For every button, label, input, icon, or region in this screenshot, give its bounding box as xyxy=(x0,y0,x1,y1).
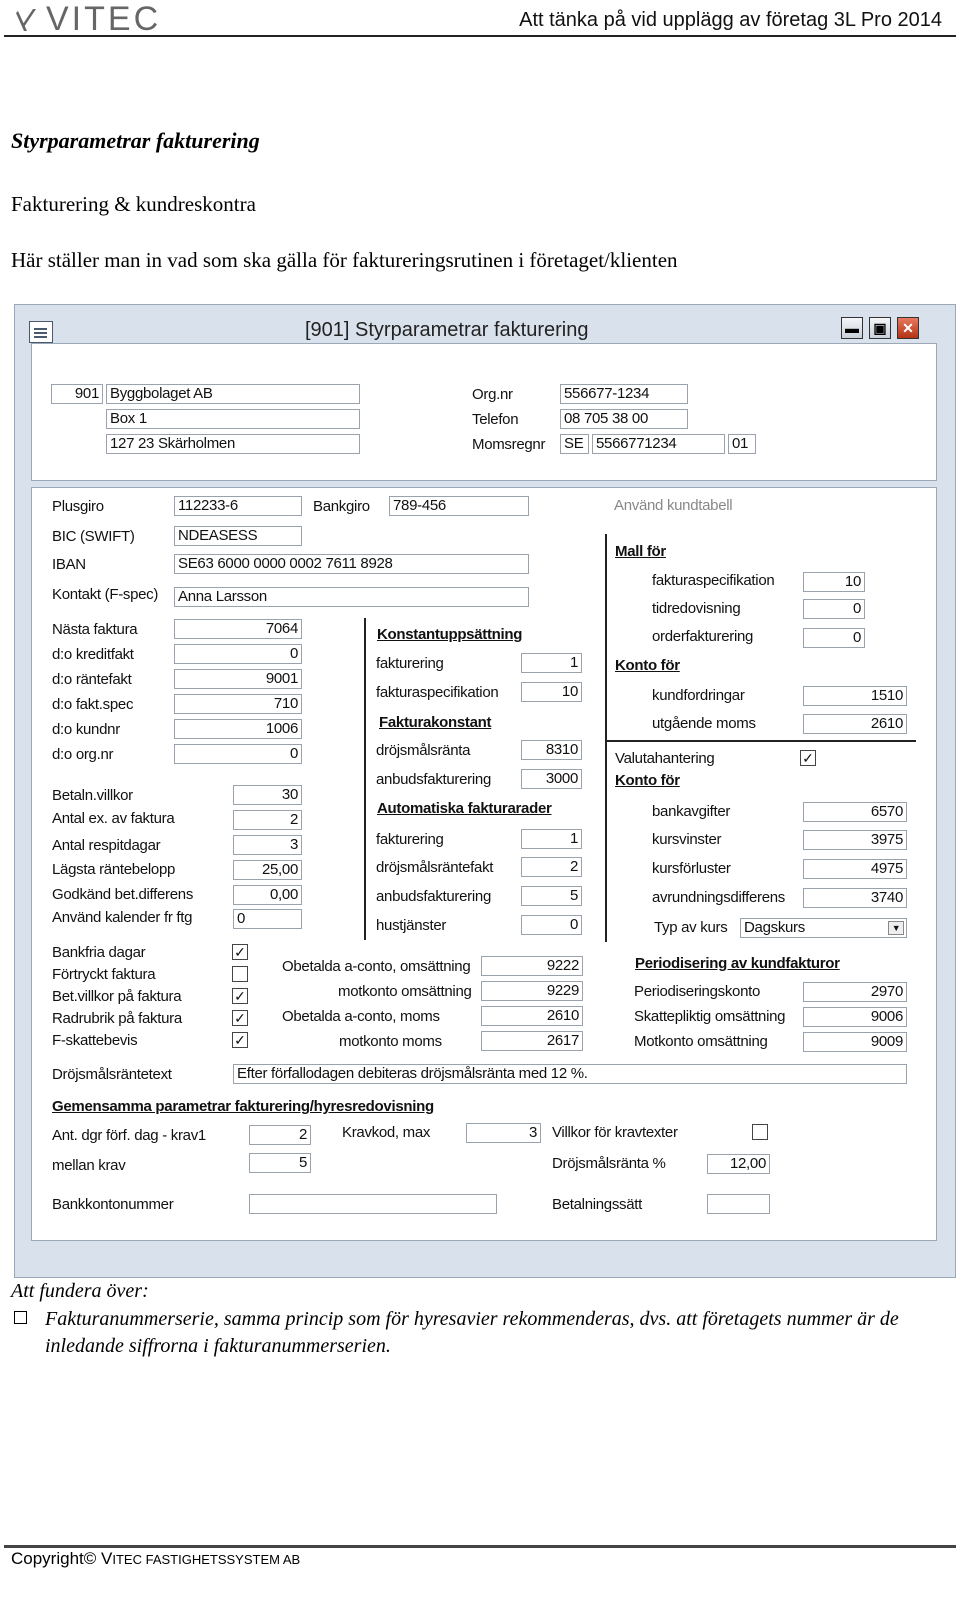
radrubrik-label: Radrubrik på faktura xyxy=(52,1010,182,1027)
company-address-field[interactable]: Box 1 xyxy=(106,409,360,429)
kundfordringar-label: kundfordringar xyxy=(652,687,745,704)
villkor-kravtexter-label: Villkor för kravtexter xyxy=(552,1124,678,1141)
mall-order-field[interactable]: 0 xyxy=(803,628,865,648)
orgnr-label: Org.nr xyxy=(472,386,513,403)
nasta-faktura-field[interactable]: 7064 xyxy=(174,619,302,639)
auto-anbud-field[interactable]: 5 xyxy=(521,886,582,906)
konstant-spec-field[interactable]: 10 xyxy=(521,682,582,702)
obetalda-oms-label: Obetalda a-conto, omsättning xyxy=(282,958,471,975)
footer-company-initial: V xyxy=(101,1549,113,1568)
periodiseringskonto-field[interactable]: 2970 xyxy=(803,982,907,1002)
intro-text: Här ställer man in vad som ska gälla för faktureringsrutinen i företaget/klienten xyxy=(11,248,678,272)
konto-heading: Konto för xyxy=(615,657,680,674)
document-title: Att tänka på vid upplägg av företag 3L Pro 2014 xyxy=(519,9,942,31)
ant-dgr-label: Ant. dgr förf. dag - krav1 xyxy=(52,1127,206,1144)
drojs-procent-label: Dröjsmålsränta % xyxy=(552,1155,666,1172)
rantebelopp-field[interactable]: 25,00 xyxy=(233,860,302,880)
right-separator xyxy=(606,740,916,742)
iban-field[interactable]: SE63 6000 0000 0002 7611 8928 xyxy=(174,554,529,574)
fortryckt-label: Förtryckt faktura xyxy=(52,966,156,983)
skattepliktig-field[interactable]: 9006 xyxy=(803,1007,907,1027)
typ-kurs-value: Dagskurs xyxy=(744,919,805,936)
rantefakt-label: d:o räntefakt xyxy=(52,671,132,688)
avrundning-label: avrundningsdifferens xyxy=(652,889,785,906)
skattepliktig-label: Skattepliktig omsättning xyxy=(634,1008,786,1025)
iban-label: IBAN xyxy=(52,556,86,573)
konto2-heading: Konto för xyxy=(615,772,680,789)
copyright-text: Copyright© xyxy=(11,1549,97,1568)
subtitle: Fakturering & kundreskontra xyxy=(11,192,256,216)
anbud-label: anbudsfakturering xyxy=(376,771,491,788)
momsregnr-country-field[interactable]: SE xyxy=(560,434,589,454)
periodiseringskonto-label: Periodiseringskonto xyxy=(634,983,761,1000)
right-divider xyxy=(605,534,607,942)
avrundning-field[interactable]: 3740 xyxy=(803,888,907,908)
kundnr-label: d:o kundnr xyxy=(52,721,120,738)
utgaende-moms-label: utgående moms xyxy=(652,715,756,732)
betvillkor-label: Bet.villkor på faktura xyxy=(52,988,182,1005)
respitdagar-field[interactable]: 3 xyxy=(233,835,302,855)
close-button[interactable]: ✕ xyxy=(897,317,919,339)
betalningssatt-label: Betalningssätt xyxy=(552,1196,643,1213)
plusgiro-field[interactable]: 112233-6 xyxy=(174,496,302,516)
nasta-faktura-label: Nästa faktura xyxy=(52,621,138,638)
kursvinster-field[interactable]: 3975 xyxy=(803,830,907,850)
drojsmalsranta-label: dröjsmålsränta xyxy=(376,742,471,759)
orgnr-field[interactable]: 556677-1234 xyxy=(560,384,688,404)
drojs-procent-field[interactable]: 12,00 xyxy=(707,1154,770,1174)
notes-bullet-text: Fakturanummerserie, samma princip som för hyresavier rekommenderas, dvs. att företagets nummer är de inledande siffrorna i fakturanummerserien. xyxy=(45,1308,899,1357)
anvand-kundtabell-label: Använd kundtabell xyxy=(614,497,733,514)
betalningssatt-field[interactable] xyxy=(707,1194,770,1214)
villkor-kravtexter-checkbox[interactable] xyxy=(752,1124,768,1140)
kreditfakt-field[interactable]: 0 xyxy=(174,644,302,664)
company-postal-field[interactable]: 127 23 Skärholmen xyxy=(106,434,360,454)
window-menu-icon[interactable] xyxy=(29,321,53,343)
main-panel xyxy=(31,487,937,1241)
mall-spec-field[interactable]: 10 xyxy=(803,572,865,592)
footer xyxy=(11,1549,300,1569)
betalnvillkor-field[interactable]: 30 xyxy=(233,785,302,805)
settings-window xyxy=(14,304,956,1278)
bankfria-label: Bankfria dagar xyxy=(52,944,146,961)
konstant-spec-label: fakturaspecifikation xyxy=(376,684,499,701)
betdifferens-field[interactable]: 0,00 xyxy=(233,885,302,905)
company-number-field[interactable]: 901 xyxy=(51,384,103,404)
orgnr2-label: d:o org.nr xyxy=(52,746,114,763)
kalender-field[interactable]: 0 xyxy=(233,909,302,929)
motkonto-oms-label: motkonto omsättning xyxy=(338,983,472,1000)
vitec-logo-icon xyxy=(14,7,38,33)
checkbox-bullet-icon xyxy=(14,1311,27,1324)
ant-dgr-field[interactable]: 2 xyxy=(249,1125,311,1145)
betdifferens-label: Godkänd bet.differens xyxy=(52,886,194,903)
mellan-krav-label: mellan krav xyxy=(52,1157,126,1174)
rantefakt-field[interactable]: 9001 xyxy=(174,669,302,689)
antal-ex-label: Antal ex. av faktura xyxy=(52,810,175,827)
kontakt-field[interactable]: Anna Larsson xyxy=(174,587,529,607)
gemensamma-heading: Gemensamma parametrar fakturering/hyresredovisning xyxy=(52,1098,434,1115)
middle-divider xyxy=(364,618,366,940)
header-divider xyxy=(4,35,956,37)
motkonto-omsattning-field[interactable]: 9009 xyxy=(803,1032,907,1052)
bankavgifter-label: bankavgifter xyxy=(652,803,731,820)
chevron-down-icon[interactable]: ▼ xyxy=(888,921,904,935)
bankkontonummer-field[interactable] xyxy=(249,1194,497,1214)
obetalda-moms-field[interactable]: 2610 xyxy=(481,1006,583,1026)
momsregnr-suffix-field[interactable]: 01 xyxy=(728,434,756,454)
faktspec-field[interactable]: 710 xyxy=(174,694,302,714)
fskatt-checkbox[interactable]: ✓ xyxy=(232,1032,248,1048)
momsregnr-field[interactable]: 5566771234 xyxy=(592,434,725,454)
mall-tid-field[interactable]: 0 xyxy=(803,599,865,619)
maximize-button[interactable]: ▣ xyxy=(869,317,891,339)
auto-anbud-label: anbudsfakturering xyxy=(376,888,491,905)
motkonto-omsattning-label: Motkonto omsättning xyxy=(634,1033,768,1050)
notes-bullet xyxy=(11,1306,931,1360)
automatiska-heading: Automatiska fakturarader xyxy=(377,800,552,817)
orgnr2-field[interactable]: 0 xyxy=(174,744,302,764)
auto-drojs-label: dröjsmålsräntefakt xyxy=(376,859,494,876)
auto-fakt-label: fakturering xyxy=(376,831,444,848)
obetalda-moms-label: Obetalda a-conto, moms xyxy=(282,1008,440,1025)
kursvinster-label: kursvinster xyxy=(652,831,722,848)
momsregnr-label: Momsregnr xyxy=(472,436,546,453)
mall-tid-label: tidredovisning xyxy=(652,600,741,617)
mall-spec-label: fakturaspecifikation xyxy=(652,572,775,589)
footer-company: ITEC FASTIGHETSSYSTEM AB xyxy=(112,1552,301,1567)
bankavgifter-field[interactable]: 6570 xyxy=(803,802,907,822)
minimize-button[interactable]: ▬ xyxy=(841,317,863,339)
kravkod-label: Kravkod, max xyxy=(342,1124,431,1141)
kundnr-field[interactable]: 1006 xyxy=(174,719,302,739)
bic-field[interactable]: NDEASESS xyxy=(174,526,302,546)
faktspec-label: d:o fakt.spec xyxy=(52,696,134,713)
kursforluster-label: kursförluster xyxy=(652,860,731,877)
antal-ex-field[interactable]: 2 xyxy=(233,810,302,830)
section-title: Styrparametrar fakturering xyxy=(11,128,260,153)
company-name-field[interactable]: Byggbolaget AB xyxy=(106,384,360,404)
motkonto-moms-label: motkonto moms xyxy=(339,1033,442,1050)
anbud-field[interactable]: 3000 xyxy=(521,769,582,789)
drojsmalsrantetext-field[interactable]: Efter förfallodagen debiteras dröjsmålsränta med 12 %. xyxy=(233,1064,907,1084)
fakturakonstant-heading: Fakturakonstant xyxy=(379,714,492,731)
bic-label: BIC (SWIFT) xyxy=(52,528,135,545)
auto-drojs-field[interactable]: 2 xyxy=(521,857,582,877)
plusgiro-label: Plusgiro xyxy=(52,498,104,515)
kravkod-field[interactable]: 3 xyxy=(466,1123,541,1143)
kursforluster-field[interactable]: 4975 xyxy=(803,859,907,879)
utgaende-moms-field[interactable]: 2610 xyxy=(803,714,907,734)
drojsmalsrantetext-label: Dröjsmålsräntetext xyxy=(52,1066,172,1083)
bankfria-checkbox[interactable]: ✓ xyxy=(232,944,248,960)
company-panel xyxy=(31,343,937,481)
typ-kurs-dropdown[interactable] xyxy=(740,918,907,938)
konstant-fakt-label: fakturering xyxy=(376,655,444,672)
valutahantering-checkbox[interactable]: ✓ xyxy=(800,750,816,766)
drojsmalsranta-field[interactable]: 8310 xyxy=(521,740,582,760)
rantebelopp-label: Lägsta räntebelopp xyxy=(52,861,176,878)
fskatt-label: F-skattebevis xyxy=(52,1032,138,1049)
motkonto-oms-field[interactable]: 9229 xyxy=(481,981,583,1001)
kundfordringar-field[interactable]: 1510 xyxy=(803,686,907,706)
motkonto-moms-field[interactable]: 2617 xyxy=(481,1031,583,1051)
valutahantering-label: Valutahantering xyxy=(615,750,715,767)
respitdagar-label: Antal respitdagar xyxy=(52,837,161,854)
mall-order-label: orderfakturering xyxy=(652,628,754,645)
kontakt-label: Kontakt (F-spec) xyxy=(52,586,159,603)
bankkontonummer-label: Bankkontonummer xyxy=(52,1196,174,1213)
betalnvillkor-label: Betaln.villkor xyxy=(52,787,133,804)
periodisering-heading: Periodisering av kundfakturor xyxy=(635,955,840,972)
kreditfakt-label: d:o kreditfakt xyxy=(52,646,134,663)
auto-hus-label: hustjänster xyxy=(376,917,447,934)
fortryckt-checkbox[interactable] xyxy=(232,966,248,982)
auto-hus-field[interactable]: 0 xyxy=(521,915,582,935)
notes-heading: Att fundera över: xyxy=(11,1280,149,1302)
mellan-krav-field[interactable]: 5 xyxy=(249,1153,311,1173)
betvillkor-checkbox[interactable]: ✓ xyxy=(232,988,248,1004)
bankgiro-label: Bankgiro xyxy=(313,498,370,515)
mall-heading: Mall för xyxy=(615,543,666,560)
konstant-fakt-field[interactable]: 1 xyxy=(521,653,582,673)
kalender-label: Använd kalender fr ftg xyxy=(52,909,193,926)
obetalda-oms-field[interactable]: 9222 xyxy=(481,956,583,976)
telefon-label: Telefon xyxy=(472,411,519,428)
auto-fakt-field[interactable]: 1 xyxy=(521,829,582,849)
logo-text: VITEC xyxy=(46,0,162,38)
typ-kurs-label: Typ av kurs xyxy=(654,919,728,936)
footer-divider xyxy=(4,1545,956,1548)
konstant-heading: Konstantuppsättning xyxy=(377,626,523,643)
telefon-field[interactable]: 08 705 38 00 xyxy=(560,409,688,429)
window-title: [901] Styrparametrar fakturering xyxy=(305,319,589,341)
bankgiro-field[interactable]: 789-456 xyxy=(389,496,529,516)
vitec-logo xyxy=(14,0,161,39)
radrubrik-checkbox[interactable]: ✓ xyxy=(232,1010,248,1026)
